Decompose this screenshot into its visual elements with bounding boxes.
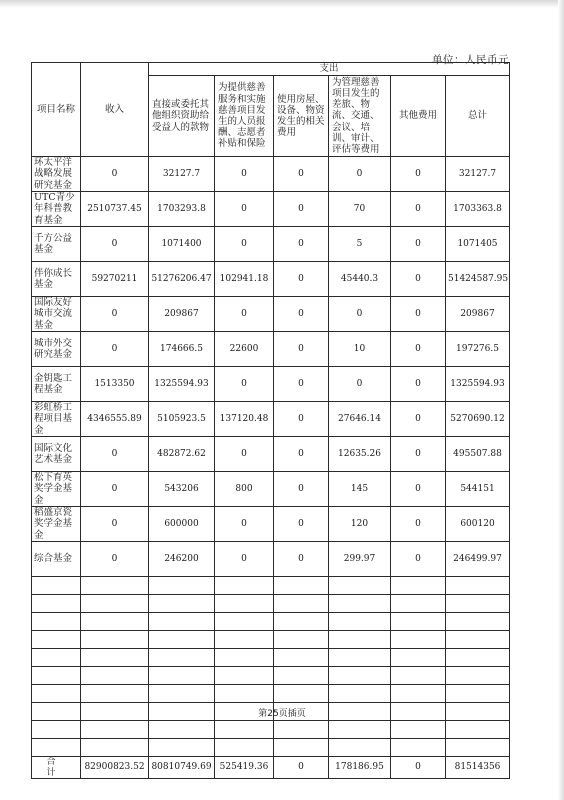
empty-cell	[274, 667, 329, 685]
total-personnel: 525419.36	[215, 757, 274, 779]
total-other: 0	[391, 757, 446, 779]
cell-direct-aid: 246200	[149, 542, 215, 577]
cell-total: 1325594.93	[446, 367, 510, 402]
cell-personnel: 0	[215, 192, 274, 227]
table-row	[32, 367, 510, 402]
cell-management: 145	[329, 472, 391, 507]
header-direct-aid: 直接或委托其他组织资助给受益人的款物	[149, 76, 215, 157]
cell-other: 0	[391, 472, 446, 507]
empty-cell	[32, 613, 81, 631]
header-management: 为管理慈善项目发生的差旅、物流、交通、会议、培训、审计、评估等费用	[329, 76, 391, 157]
fund-name: 综合基金	[32, 542, 81, 577]
empty-cell	[81, 739, 149, 757]
cell-income: 0	[81, 542, 149, 577]
empty-cell	[329, 667, 391, 685]
empty-row	[32, 685, 510, 703]
cell-personnel: 0	[215, 542, 274, 577]
cell-other: 0	[391, 332, 446, 367]
empty-cell	[215, 613, 274, 631]
empty-cell	[81, 649, 149, 667]
total-income: 82900823.52	[81, 757, 149, 779]
cell-management: 0	[329, 367, 391, 402]
empty-cell	[274, 685, 329, 703]
total-management: 178186.95	[329, 757, 391, 779]
empty-cell	[81, 577, 149, 595]
cell-management: 0	[329, 157, 391, 192]
cell-income: 0	[81, 437, 149, 472]
cell-facility: 0	[274, 332, 329, 367]
header-total: 总计	[446, 76, 510, 157]
empty-cell	[446, 613, 510, 631]
empty-cell	[391, 649, 446, 667]
header-other: 其他费用	[391, 76, 446, 157]
empty-cell	[329, 721, 391, 739]
empty-row	[32, 649, 510, 667]
empty-cell	[391, 577, 446, 595]
empty-cell	[274, 613, 329, 631]
cell-direct-aid: 1325594.93	[149, 367, 215, 402]
cell-management: 120	[329, 507, 391, 542]
empty-cell	[32, 577, 81, 595]
table-row	[32, 542, 510, 577]
empty-row	[32, 577, 510, 595]
table-row	[32, 437, 510, 472]
cell-other: 0	[391, 262, 446, 297]
empty-row	[32, 667, 510, 685]
cell-management: 5	[329, 227, 391, 262]
empty-cell	[32, 685, 81, 703]
empty-cell	[149, 721, 215, 739]
empty-cell	[391, 595, 446, 613]
fund-name: 稻盛京瓷奖学金基金	[32, 507, 81, 542]
empty-cell	[149, 649, 215, 667]
cell-management: 27646.14	[329, 402, 391, 437]
empty-cell	[329, 739, 391, 757]
empty-cell	[149, 631, 215, 649]
empty-cell	[149, 685, 215, 703]
cell-total: 495507.88	[446, 437, 510, 472]
cell-management: 12635.26	[329, 437, 391, 472]
table-row	[32, 332, 510, 367]
cell-facility: 0	[274, 507, 329, 542]
header-personnel: 为提供慈善服务和实施慈善项目发生的人员报酬、志愿者补贴和保险	[215, 76, 274, 157]
empty-cell	[274, 739, 329, 757]
cell-personnel: 800	[215, 472, 274, 507]
empty-cell	[446, 631, 510, 649]
table-row	[32, 402, 510, 437]
cell-direct-aid: 543206	[149, 472, 215, 507]
empty-cell	[215, 649, 274, 667]
empty-cell	[149, 739, 215, 757]
empty-cell	[149, 667, 215, 685]
table-row	[32, 472, 510, 507]
header-facility: 使用房屋、设备、物资发生的相关费用	[274, 76, 329, 157]
cell-management: 70	[329, 192, 391, 227]
header-income: 收入	[81, 63, 149, 157]
total-direct-aid: 80810749.69	[149, 757, 215, 779]
cell-total: 197276.5	[446, 332, 510, 367]
fund-name: 环太平洋战略发展研究基金	[32, 157, 81, 192]
fund-name: 城市外交研究基金	[32, 332, 81, 367]
fund-name: 松下育英奖学金基金	[32, 472, 81, 507]
cell-facility: 0	[274, 367, 329, 402]
cell-income: 0	[81, 297, 149, 332]
empty-cell	[274, 577, 329, 595]
cell-income: 0	[81, 332, 149, 367]
empty-row	[32, 721, 510, 739]
empty-cell	[274, 595, 329, 613]
cell-other: 0	[391, 297, 446, 332]
cell-other: 0	[391, 542, 446, 577]
cell-income: 0	[81, 157, 149, 192]
cell-personnel: 0	[215, 367, 274, 402]
empty-cell	[81, 667, 149, 685]
empty-cell	[81, 631, 149, 649]
fund-name: UTC青少年科普教育基金	[32, 192, 81, 227]
empty-cell	[81, 721, 149, 739]
page-top-shadow	[0, 0, 564, 8]
cell-income: 2510737.45	[81, 192, 149, 227]
cell-facility: 0	[274, 472, 329, 507]
cell-facility: 0	[274, 542, 329, 577]
empty-cell	[32, 595, 81, 613]
cell-management: 0	[329, 297, 391, 332]
table-row	[32, 192, 510, 227]
cell-facility: 0	[274, 262, 329, 297]
empty-cell	[329, 631, 391, 649]
cell-total: 32127.7	[446, 157, 510, 192]
empty-cell	[391, 667, 446, 685]
table-row	[32, 297, 510, 332]
page-right-shadow	[558, 0, 564, 800]
empty-cell	[274, 721, 329, 739]
cell-other: 0	[391, 507, 446, 542]
cell-direct-aid: 32127.7	[149, 157, 215, 192]
fund-name: 国际文化艺术基金	[32, 437, 81, 472]
cell-total: 1703363.8	[446, 192, 510, 227]
page-footer: 第25页插页	[258, 709, 306, 719]
empty-row	[32, 739, 510, 757]
empty-cell	[391, 631, 446, 649]
empty-cell	[446, 577, 510, 595]
cell-management: 10	[329, 332, 391, 367]
table-row	[32, 157, 510, 192]
cell-direct-aid: 1703293.8	[149, 192, 215, 227]
cell-facility: 0	[274, 297, 329, 332]
empty-cell	[215, 577, 274, 595]
empty-cell	[329, 685, 391, 703]
empty-cell	[274, 649, 329, 667]
cell-facility: 0	[274, 437, 329, 472]
empty-cell	[274, 631, 329, 649]
empty-cell	[391, 739, 446, 757]
cell-total: 246499.97	[446, 542, 510, 577]
empty-cell	[32, 739, 81, 757]
empty-cell	[149, 613, 215, 631]
table-row	[32, 262, 510, 297]
cell-personnel: 0	[215, 297, 274, 332]
empty-cell	[32, 721, 81, 739]
cell-total: 51424587.95	[446, 262, 510, 297]
cell-personnel: 0	[215, 227, 274, 262]
fund-name: 彩虹桥工程项目基金	[32, 402, 81, 437]
empty-cell	[446, 667, 510, 685]
cell-total: 1071405	[446, 227, 510, 262]
cell-total: 544151	[446, 472, 510, 507]
cell-total: 209867	[446, 297, 510, 332]
empty-cell	[446, 739, 510, 757]
cell-direct-aid: 600000	[149, 507, 215, 542]
cell-personnel: 0	[215, 507, 274, 542]
table-row	[32, 507, 510, 542]
empty-cell	[215, 667, 274, 685]
cell-other: 0	[391, 157, 446, 192]
empty-cell	[32, 667, 81, 685]
cell-income: 1513350	[81, 367, 149, 402]
empty-cell	[391, 613, 446, 631]
cell-personnel: 102941.18	[215, 262, 274, 297]
cell-other: 0	[391, 227, 446, 262]
cell-income: 0	[81, 472, 149, 507]
empty-cell	[81, 613, 149, 631]
cell-management: 299.97	[329, 542, 391, 577]
cell-income: 0	[81, 227, 149, 262]
empty-row	[32, 595, 510, 613]
cell-direct-aid: 1071400	[149, 227, 215, 262]
empty-cell	[446, 595, 510, 613]
total-row	[32, 757, 510, 779]
empty-cell	[32, 649, 81, 667]
fund-name: 伴你成长基金	[32, 262, 81, 297]
total-total: 81514356	[446, 757, 510, 779]
cell-total: 5270690.12	[446, 402, 510, 437]
empty-cell	[81, 595, 149, 613]
empty-cell	[215, 739, 274, 757]
total-label: 合 计	[32, 757, 81, 779]
empty-cell	[215, 721, 274, 739]
cell-direct-aid: 209867	[149, 297, 215, 332]
cell-total: 600120	[446, 507, 510, 542]
fund-name: 金钥匙工程基金	[32, 367, 81, 402]
cell-facility: 0	[274, 227, 329, 262]
cell-facility: 0	[274, 192, 329, 227]
empty-cell	[391, 721, 446, 739]
cell-direct-aid: 51276206.47	[149, 262, 215, 297]
cell-other: 0	[391, 437, 446, 472]
cell-facility: 0	[274, 402, 329, 437]
header-expense-group: 支出	[149, 63, 510, 76]
empty-cell	[215, 631, 274, 649]
cell-personnel: 0	[215, 437, 274, 472]
cell-management: 45440.3	[329, 262, 391, 297]
empty-cell	[329, 649, 391, 667]
donation-expense-table	[31, 62, 510, 779]
cell-facility: 0	[274, 157, 329, 192]
fund-name: 千方公益基金	[32, 227, 81, 262]
cell-personnel: 22600	[215, 332, 274, 367]
unit-label: 单位：人民币元	[432, 54, 509, 66]
cell-other: 0	[391, 192, 446, 227]
empty-cell	[329, 595, 391, 613]
fund-name: 国际友好城市交流基金	[32, 297, 81, 332]
empty-cell	[149, 595, 215, 613]
cell-direct-aid: 5105923.5	[149, 402, 215, 437]
table-row	[32, 227, 510, 262]
empty-cell	[32, 631, 81, 649]
empty-cell	[446, 721, 510, 739]
empty-cell	[329, 613, 391, 631]
cell-income: 4346555.89	[81, 402, 149, 437]
total-facility: 0	[274, 757, 329, 779]
empty-cell	[215, 595, 274, 613]
cell-personnel: 137120.48	[215, 402, 274, 437]
empty-cell	[446, 649, 510, 667]
cell-direct-aid: 482872.62	[149, 437, 215, 472]
header-item-name: 项目名称	[32, 63, 81, 157]
empty-row	[32, 631, 510, 649]
cell-income: 59270211	[81, 262, 149, 297]
empty-cell	[329, 577, 391, 595]
cell-other: 0	[391, 367, 446, 402]
empty-cell	[391, 685, 446, 703]
cell-personnel: 0	[215, 157, 274, 192]
empty-cell	[81, 685, 149, 703]
empty-cell	[446, 685, 510, 703]
cell-direct-aid: 174666.5	[149, 332, 215, 367]
cell-other: 0	[391, 402, 446, 437]
cell-income: 0	[81, 507, 149, 542]
empty-row	[32, 613, 510, 631]
empty-cell	[149, 577, 215, 595]
empty-cell	[215, 685, 274, 703]
